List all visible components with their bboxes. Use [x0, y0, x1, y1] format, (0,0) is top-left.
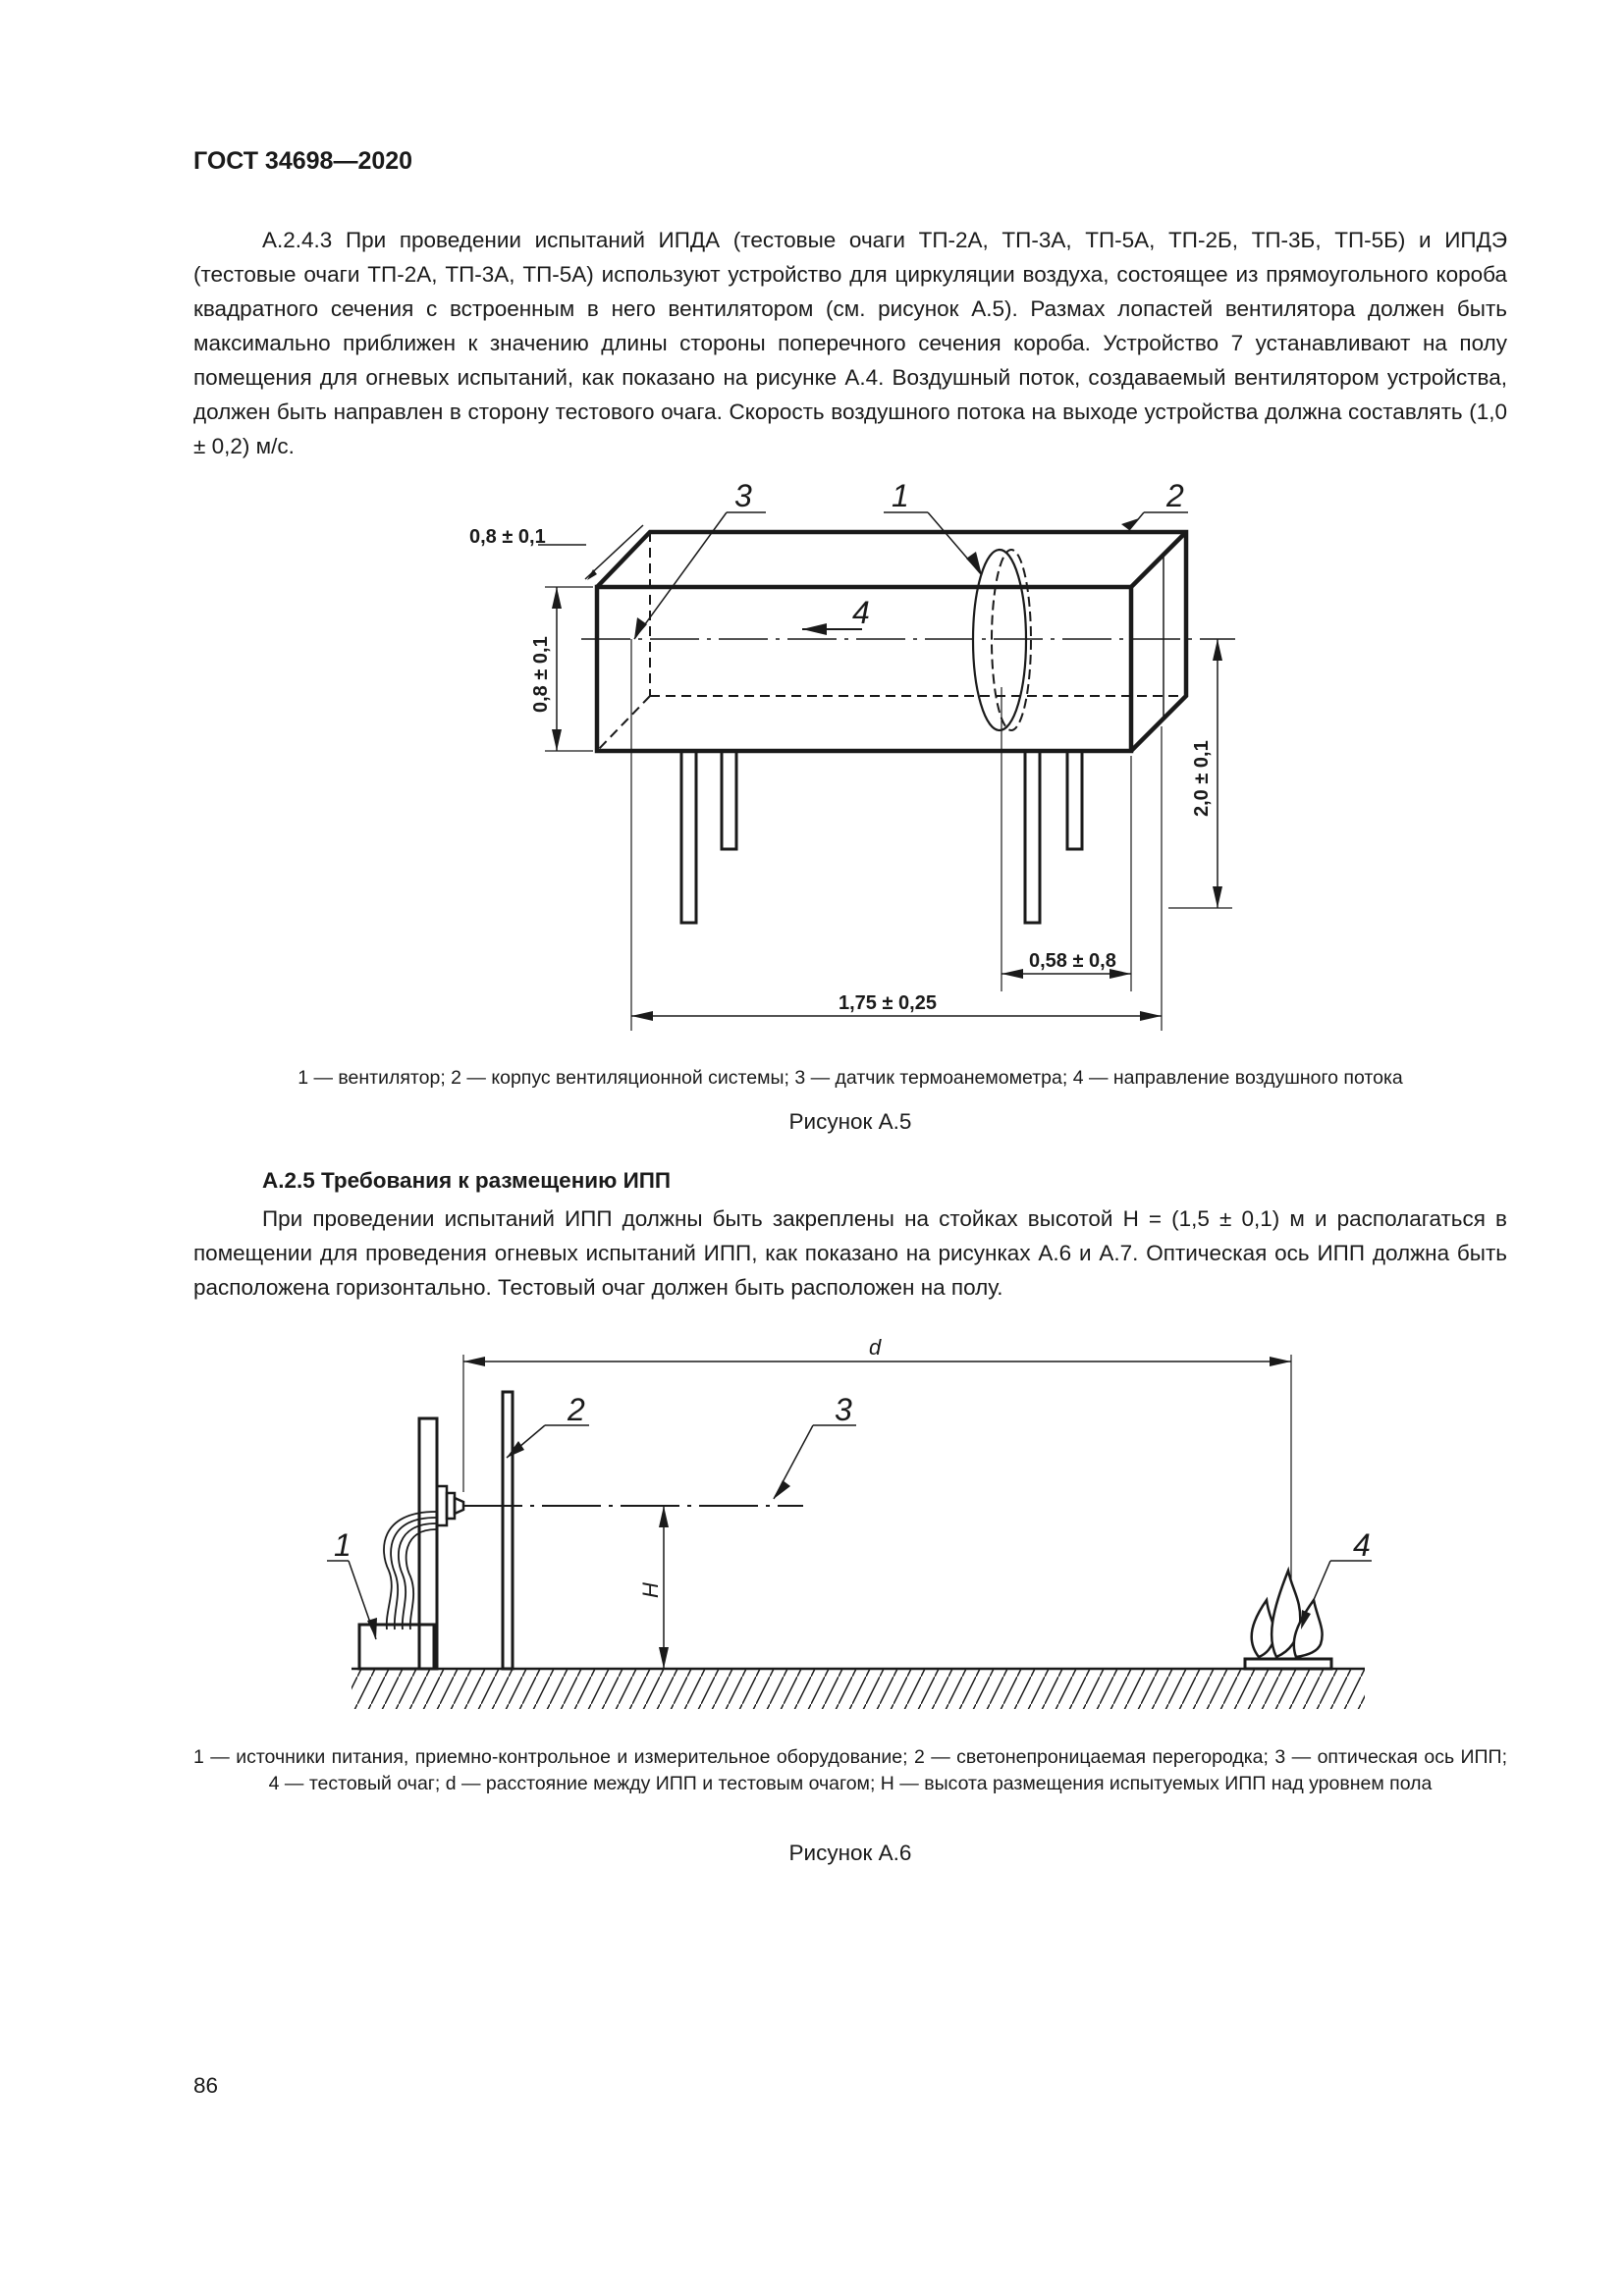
document-header: ГОСТ 34698—2020 — [193, 147, 413, 175]
fire-tray — [1245, 1659, 1331, 1669]
light-tight-partition — [503, 1392, 513, 1669]
dim-depth: 0,8 ± 0,1 — [469, 526, 546, 548]
fig5-label-3: 3 — [734, 478, 752, 513]
fig5-label-1: 1 — [892, 478, 909, 513]
equipment-block — [359, 1625, 434, 1669]
section-a25-title: А.2.5 Требования к размещению ИПП — [262, 1168, 672, 1193]
figure-a5-caption: 1 — вентилятор; 2 — корпус вентиляционной системы; 3 — датчик термоанемометра; 4 — направление воздушного потока — [298, 1067, 1403, 1089]
fig5-label-4: 4 — [852, 595, 870, 630]
fig6-label-3: 3 — [835, 1392, 852, 1427]
section-a25-text: При проведении испытаний ИПП должны быть закреплены на стойках высотой H = (1,5 ± 0,1) м и располагаться в помещении для проведения огневых испытаний ИПП, как показано на рисунках А.6 и А.7. Оптическая ось ИПП должна быть расположена горизонтально. Тестовый очаг должен быть расположен на полу. — [193, 1206, 1507, 1300]
fig6-label-4: 4 — [1353, 1527, 1371, 1563]
figure-a6-title: Рисунок А.6 — [788, 1841, 912, 1865]
fig6-label-d: d — [869, 1335, 882, 1360]
dim-height: 0,8 ± 0,1 — [530, 636, 552, 713]
dim-elevation: 2,0 ± 0,1 — [1191, 740, 1213, 817]
fig5-label-2: 2 — [1166, 478, 1184, 513]
floor-hatch — [352, 1670, 1365, 1709]
cables — [384, 1512, 436, 1629]
figure-a6-caption: 1 — источники питания, приемно-контрольное и измерительное оборудование; 2 — светонепроницаемая перегородка; 3 — оптическая ось ИПП; 4 — тестовый очаг; d — расстояние между ИПП и тестовым очагом; H — высота размещения испытуемых ИПП над уровнем пола — [193, 1746, 1507, 1794]
dim-length: 1,75 ± 0,25 — [839, 992, 937, 1014]
fig6-label-h: H — [638, 1582, 663, 1598]
fig6-label-1: 1 — [334, 1527, 352, 1563]
page-number: 86 — [193, 2073, 219, 2098]
flames — [1252, 1571, 1323, 1657]
dim-leg-offset: 0,58 ± 0,8 — [1029, 950, 1116, 972]
fig6-label-2: 2 — [568, 1392, 585, 1427]
paragraph-a243: А.2.4.3 При проведении испытаний ИПДА (тестовые очаги ТП-2А, ТП-3А, ТП-5А, ТП-2Б, ТП-3Б, ТП-5Б) и ИПДЭ (тестовые очаги ТП-2А, ТП-3А, ТП-5А) используют устройство для циркуляции воздуха, состоящее из прямоугольного короба квадратного сечения с встроенным в него вентилятором (см. рисунок А.5). Размах лопастей вентилятора должен быть максимально приближен к значению длины стороны поперечного сечения короба. Устройство 7 устанавливают на полу помещения для огневых испытаний, как показано на рисунке А.4. Воздушный поток, создаваемый вентилятором устройства, должен быть направлен в сторону тестового очага. Скорость воздушного потока на выходе устройства должна составлять (1,0 ± 0,2) м/с. — [193, 228, 1507, 458]
figure-a5-title: Рисунок А.5 — [788, 1109, 912, 1134]
